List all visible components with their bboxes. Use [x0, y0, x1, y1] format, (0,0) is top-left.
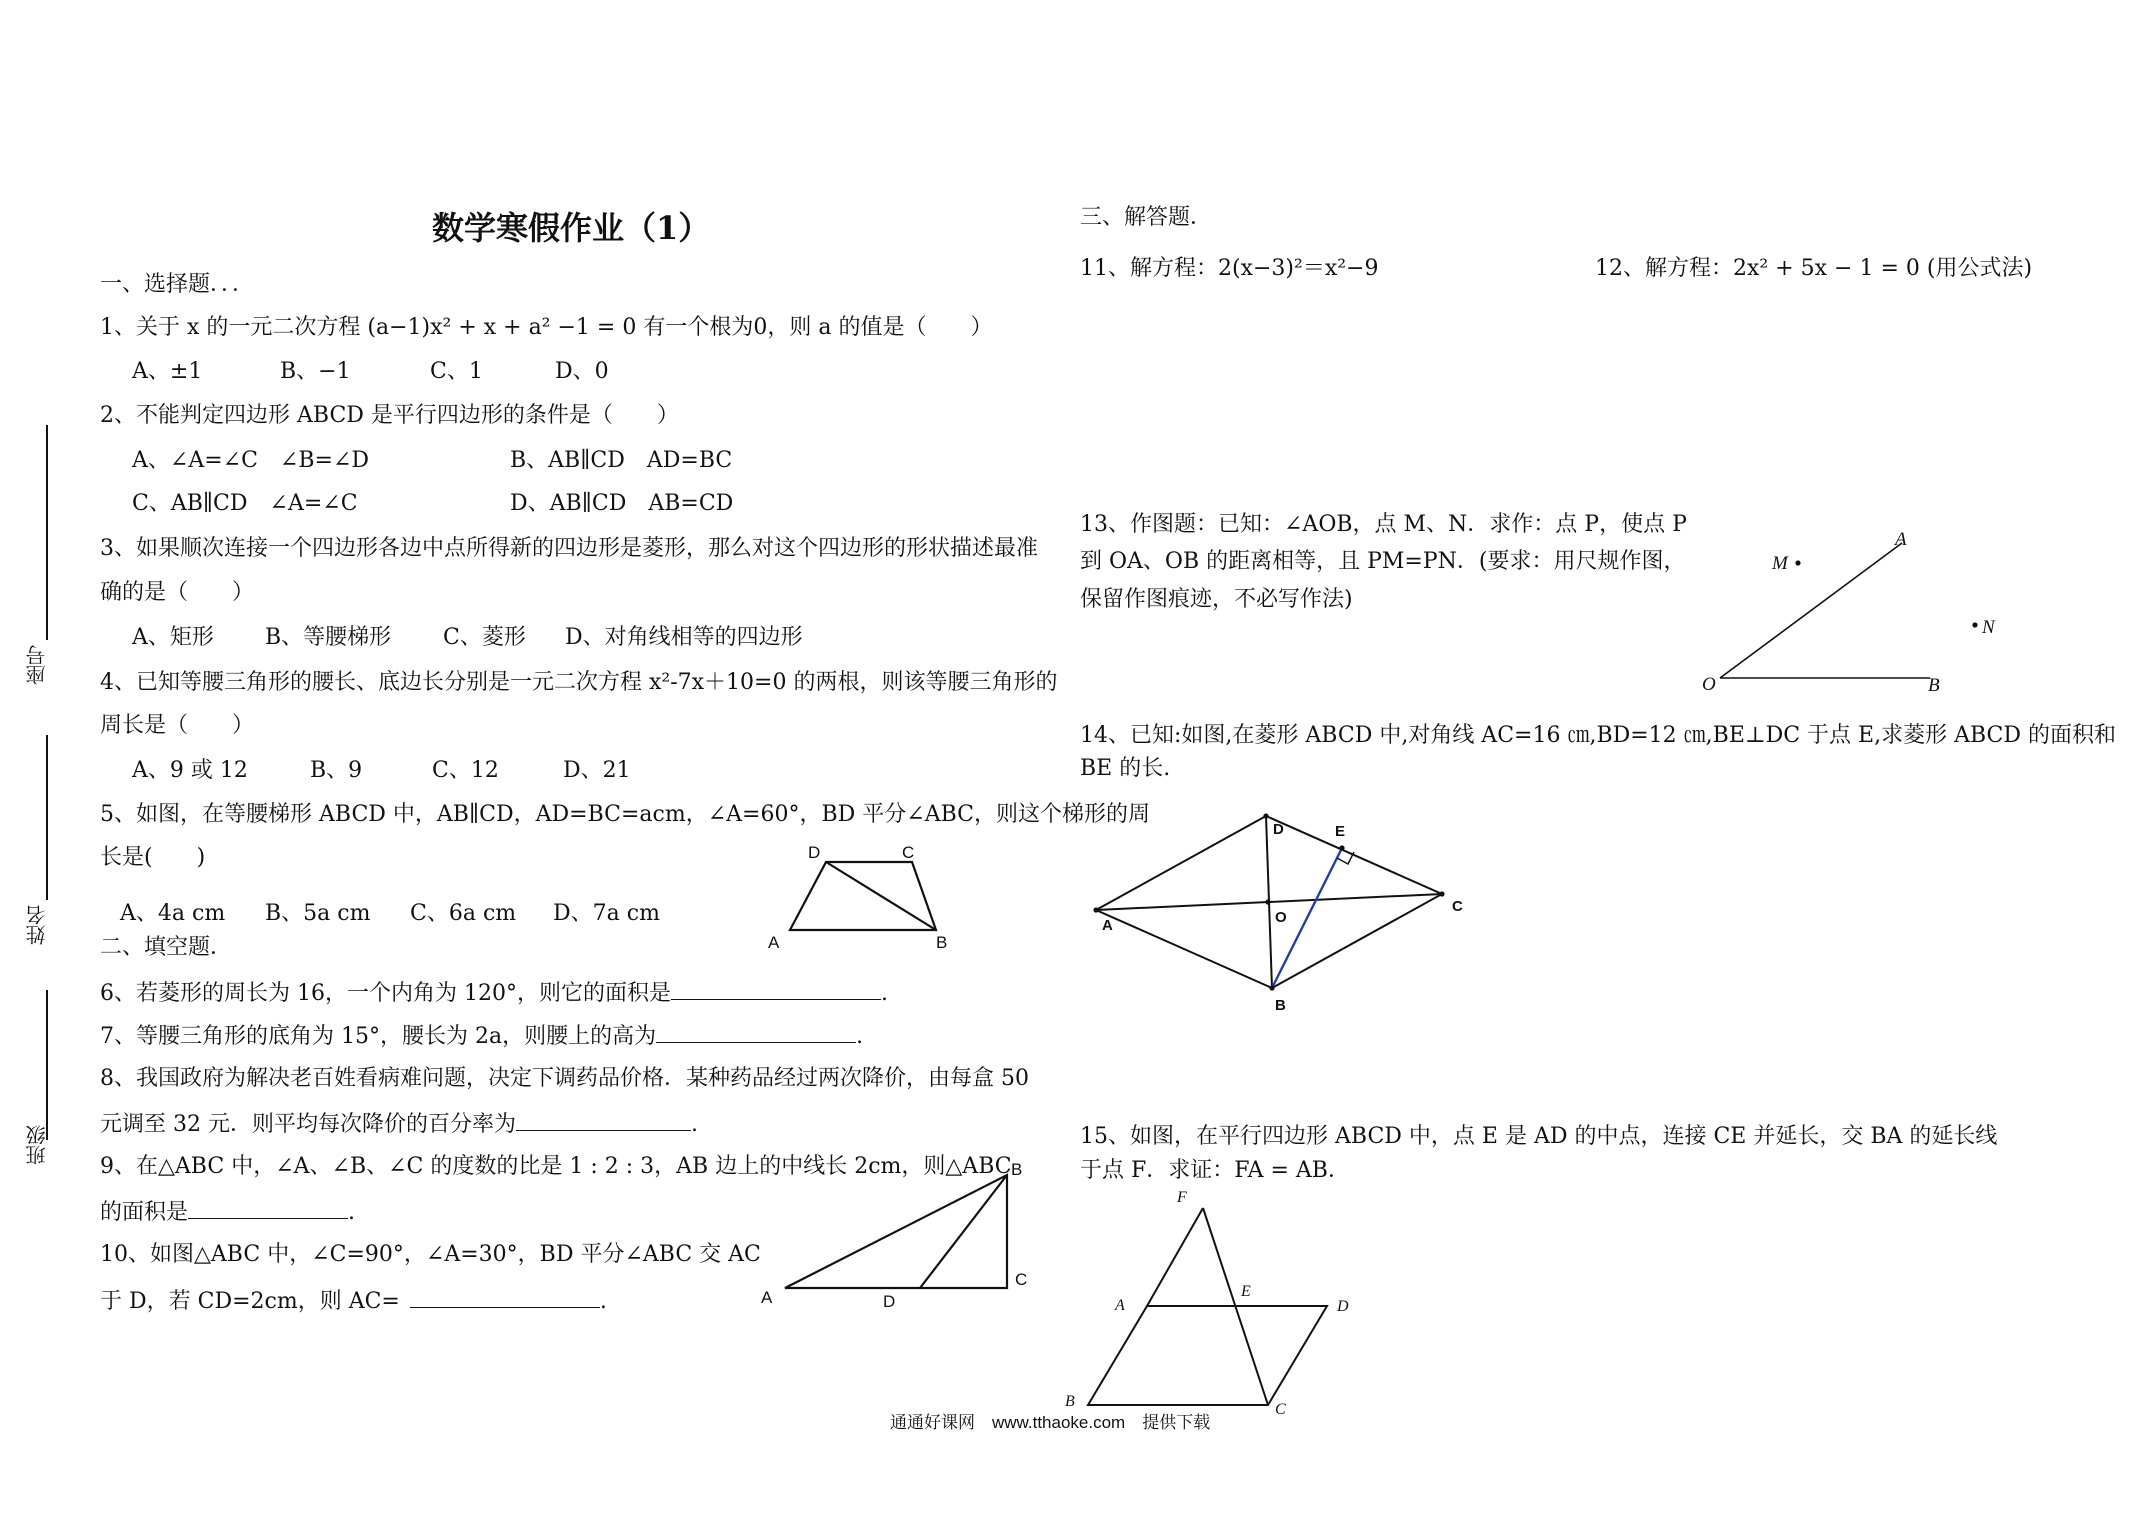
q10-triangle-figure	[755, 1155, 1035, 1315]
q15-label-b: B	[1065, 1393, 1075, 1410]
q4-option-c: C、12	[432, 758, 499, 783]
q5-label-c: C	[902, 843, 915, 862]
section-solve-heading: 三、解答题．	[1080, 205, 1213, 230]
q14-vertex-c	[1439, 891, 1444, 896]
q5-option-c: C、6a cm	[410, 901, 517, 926]
q13-point-n	[1972, 622, 1977, 627]
q14-label-c: C	[1452, 898, 1463, 915]
margin-line-top	[46, 425, 48, 640]
q15-parallelogram-figure	[1055, 1180, 1375, 1430]
q14-label-d: D	[1273, 821, 1284, 838]
q1-option-d: D、0	[555, 359, 609, 384]
q10-label-c: C	[1015, 1270, 1028, 1289]
section-fill-heading: 二、填空题．	[100, 935, 233, 960]
q13-line1: 13、作图题：已知：∠AOB，点 M、N．求作：点 P，使点 P	[1080, 512, 1687, 537]
q2-option-d: D、AB∥CD AB=CD	[510, 491, 734, 516]
q10-triangle	[785, 1175, 1007, 1288]
q10-answer-blank[interactable]	[410, 1285, 600, 1308]
q14-label-e: E	[1335, 823, 1346, 840]
q10-line2: 于 D，若 CD=2cm，则 AC=	[100, 1289, 400, 1314]
q4-line1: 4、已知等腰三角形的腰长、底边长分别是一元二次方程 x²-7x＋10=0 的两根，则该等腰三角形的	[100, 670, 1058, 695]
q5-diagonal-bd	[826, 862, 936, 930]
page-title: 数学寒假作业（1）	[432, 209, 711, 247]
q4-line2: 周长是（ ）	[100, 713, 255, 738]
q14-label-a: A	[1102, 917, 1113, 934]
q15-label-a: A	[1115, 1297, 1125, 1314]
q5-option-b: B、5a cm	[265, 901, 371, 926]
q4-option-b: B、9	[310, 758, 363, 783]
q6-end: .	[880, 981, 888, 1006]
q5-line1: 5、如图，在等腰梯形 ABCD 中，AB∥CD，AD=BC=acm，∠A=60°，BD 平分∠ABC，则这个梯形的周	[100, 802, 1150, 827]
margin-line-middle	[46, 735, 48, 900]
q9-line1: 9、在△ABC 中，∠A、∠B、∠C 的度数的比是 1 : 2 : 3，AB 边上的中线长 2cm，则△ABC	[100, 1154, 1012, 1179]
q1-option-b: B、−1	[280, 359, 351, 384]
q7-text: 7、等腰三角形的底角为 15°，腰长为 2a，则腰上的高为	[100, 1024, 657, 1049]
q2-option-b: B、AB∥CD AD=BC	[510, 448, 733, 473]
q10-end: .	[599, 1289, 607, 1314]
q14-vertex-d	[1263, 813, 1268, 818]
margin-line-bottom	[46, 990, 48, 1140]
q14-vertex-b	[1269, 985, 1274, 990]
q5-label-b: B	[936, 933, 948, 952]
q15-label-f: F	[1177, 1189, 1187, 1206]
q5-option-d: D、7a cm	[553, 901, 660, 926]
q14-rhombus-figure	[1080, 800, 1480, 1020]
q14-line2: BE 的长.	[1080, 756, 1171, 781]
q13-angle-figure	[1690, 525, 2020, 705]
q4-option-a: A、9 或 12	[132, 758, 248, 783]
q3-option-a: A、矩形	[132, 625, 214, 650]
q8-line1: 8、我国政府为解决老百姓看病难问题，决定下调药品价格．某种药品经过两次降价，由每盒 50	[100, 1066, 1029, 1091]
q15-extension-af	[1147, 1208, 1203, 1306]
q8-line2: 元调至 32 元．则平均每次降价的百分率为	[100, 1112, 516, 1137]
q14-vertex-a	[1093, 907, 1098, 912]
q8-end: .	[690, 1112, 698, 1137]
q13-line3: 保留作图痕迹，不必写作法)	[1080, 587, 1353, 612]
q13-label-m: M	[1772, 553, 1788, 574]
q10-label-d: D	[883, 1292, 896, 1311]
q6-row	[100, 977, 888, 1009]
q13-point-m	[1795, 560, 1800, 565]
q7-end: .	[856, 1024, 864, 1049]
q14-label-o: O	[1275, 909, 1287, 926]
q9-line2: 的面积是	[100, 1200, 189, 1225]
q12-text: 12、解方程：2x² + 5x − 1 = 0 (用公式法)	[1595, 256, 2033, 281]
q5-line2: 长是( )	[100, 845, 206, 870]
class-label: 班级	[25, 1125, 49, 1165]
q5-label-a: A	[768, 933, 780, 952]
page-footer: 通通好课网 www.tthaoke.com 提供下载	[890, 1413, 1211, 1432]
name-label: 姓名	[25, 905, 49, 945]
q3-line2: 确的是（ ）	[100, 580, 255, 605]
q14-line1: 14、已知:如图,在菱形 ABCD 中,对角线 AC=16 ㎝,BD=12 ㎝,BE⊥DC 于点 E,求菱形 ABCD 的面积和	[1080, 723, 2117, 748]
q8-answer-blank[interactable]	[516, 1108, 691, 1131]
q15-label-c: C	[1275, 1401, 1286, 1418]
q13-ray-oa	[1720, 543, 1902, 678]
q6-text: 6、若菱形的周长为 16，一个内角为 120°，则它的面积是	[100, 981, 671, 1006]
q13-label-b: B	[1928, 675, 1940, 696]
q7-answer-blank[interactable]	[656, 1020, 856, 1043]
q5-trapezoid-figure	[760, 838, 960, 958]
q8-row2	[100, 1108, 698, 1140]
q5-option-a: A、4a cm	[120, 901, 226, 926]
q14-point-e	[1339, 845, 1344, 850]
q2-text: 2、不能判定四边形 ABCD 是平行四边形的条件是（ ）	[100, 403, 679, 428]
q3-option-d: D、对角线相等的四边形	[565, 625, 803, 650]
q1-option-a: A、±1	[132, 359, 203, 384]
q13-label-o: O	[1702, 674, 1716, 695]
q1-text: 1、关于 x 的一元二次方程 (a−1)x² + x + a² −1 = 0 有一个根为0，则 a 的值是（ ）	[100, 315, 993, 340]
q15-line1: 15、如图，在平行四边形 ABCD 中，点 E 是 AD 的中点，连接 CE 并延长，交 BA 的延长线	[1080, 1124, 1998, 1149]
q2-option-a: A、∠A=∠C ∠B=∠D	[132, 448, 370, 473]
q14-label-b: B	[1275, 997, 1286, 1014]
q9-end: .	[348, 1200, 356, 1225]
q14-point-o	[1265, 899, 1270, 904]
q15-parallelogram	[1088, 1306, 1327, 1405]
q1-option-c: C、1	[430, 359, 483, 384]
q13-label-a: A	[1895, 529, 1907, 550]
q4-option-d: D、21	[563, 758, 631, 783]
q3-option-b: B、等腰梯形	[265, 625, 392, 650]
q5-trapezoid	[790, 862, 936, 930]
q7-row	[100, 1020, 863, 1052]
q11-text: 11、解方程：2(x−3)²＝x²−9	[1080, 256, 1379, 281]
q13-label-n: N	[1982, 617, 1995, 638]
q10-row2	[100, 1285, 607, 1317]
q3-line1: 3、如果顺次连接一个四边形各边中点所得新的四边形是菱形，那么对这个四边形的形状描述最准	[100, 536, 1039, 561]
q15-label-d: D	[1337, 1298, 1349, 1315]
q9-row2	[100, 1196, 355, 1228]
q15-line2: 于点 F．求证：FA = AB．	[1080, 1158, 1350, 1183]
seat-label: 座号	[25, 645, 49, 685]
section-choice-heading: 一、选择题．．．	[100, 272, 255, 297]
q10-bisector-bd	[920, 1175, 1007, 1288]
q13-line2: 到 OA、OB 的距离相等，且 PM=PN．(要求：用尺规作图，	[1080, 549, 1686, 574]
q2-option-c: C、AB∥CD ∠A=∠C	[132, 491, 358, 516]
q6-answer-blank[interactable]	[671, 977, 881, 1000]
q15-label-e: E	[1241, 1283, 1251, 1300]
q10-line1: 10、如图△ABC 中，∠C=90°，∠A=30°，BD 平分∠ABC 交 AC	[100, 1242, 761, 1267]
q5-label-d: D	[808, 843, 821, 862]
q10-label-b: B	[1011, 1160, 1023, 1179]
q9-answer-blank[interactable]	[188, 1196, 348, 1219]
q10-label-a: A	[761, 1288, 773, 1307]
q3-option-c: C、菱形	[443, 625, 526, 650]
